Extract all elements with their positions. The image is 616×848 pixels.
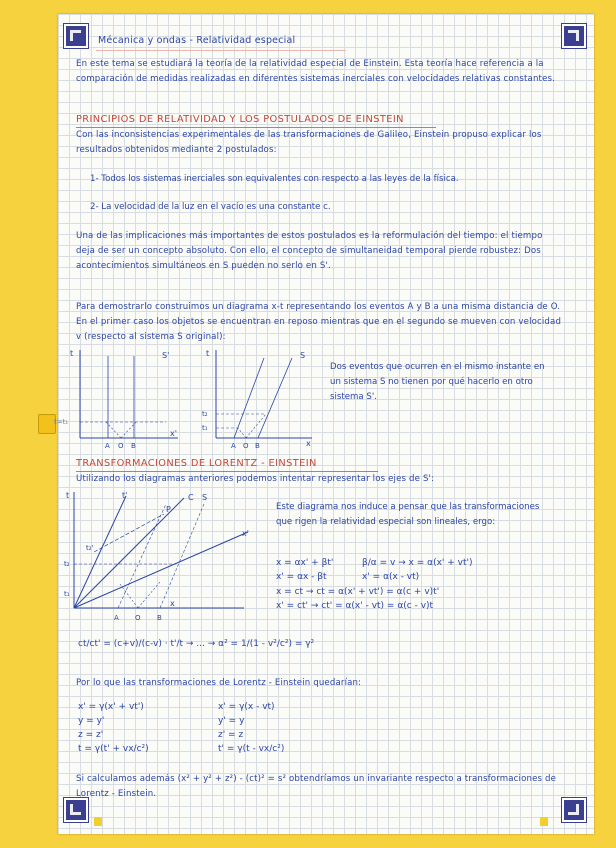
p-guide bbox=[94, 514, 164, 552]
origin-label: O bbox=[243, 442, 249, 450]
invariant-paragraph: Si calculamos además (x² + y² + z²) - (ct)² = s² obtendríamos un invariante respecto a transformaciones de Lorentz - Einstein. bbox=[76, 774, 557, 800]
point-b-label: B bbox=[131, 442, 136, 450]
corner-mark-icon bbox=[562, 798, 586, 822]
light-ray-left bbox=[120, 584, 138, 608]
origin-label: O bbox=[118, 442, 124, 450]
spacetime-diagram-rest bbox=[66, 344, 190, 454]
point-a-label: A bbox=[114, 614, 119, 622]
lorentz-right-2: y' = y bbox=[218, 716, 245, 726]
section2-text: Utilizando los diagramas anteriores podemos intentar representar los ejes de S': bbox=[76, 474, 435, 484]
section1-heading: PRINCIPIOS DE RELATIVIDAD Y LOS POSTULADOS DE EINSTEIN bbox=[76, 114, 404, 125]
page-title: Mécanica y ondas - Relatividad especial bbox=[98, 35, 296, 46]
section2-heading: TRANSFORMACIONES DE LORENTZ - EINSTEIN bbox=[76, 458, 317, 469]
lorentz-intro: Por lo que las transformaciones de Lorentz - Einstein quedarían: bbox=[76, 678, 362, 688]
spacetime-diagram-moving bbox=[196, 344, 326, 454]
section1-text: Con las inconsistencias experimentales de las transformaciones de Galileo, Einstein propuso explicar los resultados obtenidos mediante 2 postulados: bbox=[76, 130, 542, 156]
t2-prime-label: t₂' bbox=[86, 544, 94, 552]
margin-note: t=t₁ bbox=[54, 418, 69, 426]
gamma-derivation: ct/ct' = (c+v)/(c-v) · t'/t → ... → α² = 1/(1 - v²/c²) = γ² bbox=[78, 639, 315, 649]
t-label: t bbox=[70, 349, 74, 358]
equation-2-struck: x' = αx - βt bbox=[276, 572, 327, 582]
t2-label: t₂ bbox=[202, 410, 208, 418]
origin-label: O bbox=[135, 614, 141, 622]
t-label: t bbox=[206, 349, 210, 358]
c-label: C bbox=[188, 493, 194, 502]
equation-4: x' = ct' → ct' = α(x' - vt) = α(c - v)t bbox=[276, 601, 434, 611]
x-label: x bbox=[306, 439, 311, 448]
x-prime-label: x' bbox=[170, 429, 177, 438]
equation-1b: β/α = v → x = α(x' + vt') bbox=[362, 558, 473, 568]
t1-label: t₁ bbox=[64, 590, 70, 598]
t-prime-label: t' bbox=[122, 491, 128, 500]
lorentz-right-3: z' = z bbox=[218, 730, 244, 740]
s-label: S bbox=[202, 493, 208, 502]
page-tab bbox=[94, 817, 102, 826]
point-a-label: A bbox=[231, 442, 236, 450]
point-a-label: A bbox=[105, 442, 110, 450]
page-tab bbox=[540, 817, 548, 826]
lorentz-axes-diagram bbox=[64, 486, 270, 626]
s-label: S bbox=[300, 351, 306, 360]
p-label: P bbox=[166, 505, 171, 514]
light-cone-line bbox=[74, 498, 184, 608]
worldline-b bbox=[258, 358, 292, 438]
t2-label: t₂ bbox=[64, 560, 70, 568]
point-b-label: B bbox=[157, 614, 162, 622]
equation-2: x' = α(x - vt) bbox=[362, 572, 420, 582]
lorentz-left-3: z = z' bbox=[78, 730, 104, 740]
worldline-b bbox=[160, 504, 204, 608]
lorentz-left-1: x' = γ(x' + vt') bbox=[78, 702, 144, 712]
linearity-note: Este diagrama nos induce a pensar que las transformaciones que rigen la relatividad especial son lineales, ergo: bbox=[276, 502, 540, 527]
x-prime-label: x' bbox=[242, 529, 249, 538]
x-label: x bbox=[170, 599, 175, 608]
postulate-2: 2- La velocidad de la luz en el vacío es una constante c. bbox=[90, 202, 331, 212]
t1-label: t₁ bbox=[202, 424, 208, 432]
s-prime-label: S' bbox=[162, 351, 170, 360]
worldline-a bbox=[118, 504, 166, 608]
title-underline bbox=[96, 50, 346, 51]
x-prime-axis bbox=[74, 532, 248, 608]
corner-mark-icon bbox=[64, 24, 88, 48]
equation-1: x = αx' + βt' bbox=[276, 558, 334, 568]
consequences-paragraph: Una de las implicaciones más importantes de estos postulados es la reformulación del tiempo: el tiempo deja de ser un concepto absoluto. Con ello, el concepto de simultaneidad temporal pierde robustez: Dos acontecimientos simultáneos en S pueden no serlo en S'. bbox=[76, 231, 543, 272]
simultaneity-note: Dos eventos que ocurren en el mismo instante en un sistema S no tienen por qué hacerlo en otro sistema S'. bbox=[330, 362, 545, 402]
corner-mark-icon bbox=[562, 24, 586, 48]
t-prime-axis bbox=[74, 496, 126, 608]
lorentz-right-4: t' = γ(t - vx/c²) bbox=[218, 744, 285, 754]
point-b-label: B bbox=[255, 442, 260, 450]
equation-3: x = ct → ct = α(x' + vt') = α(c + v)t' bbox=[276, 587, 440, 597]
light-ray-left bbox=[238, 428, 246, 438]
lorentz-left-4: t = γ(t' + vx/c²) bbox=[78, 744, 149, 754]
light-ray-right bbox=[138, 582, 160, 608]
worldline-a bbox=[234, 358, 264, 438]
intro-paragraph: En este tema se estudiará la teoría de la relatividad especial de Einstein. Esta teoría hace referencia a la comparación de medidas realizadas en diferentes sistemas inerciales con velocidades relativas constantes. bbox=[76, 59, 556, 85]
t-label: t bbox=[66, 491, 70, 500]
diagram-intro-paragraph: Para demostrarlo construimos un diagrama x-t representando los eventos A y B a una misma distancia de O. En el primer caso los objetos se encuentran en reposo mientras que en el segundo se mueven con velocidad v (respecto al sistema S original): bbox=[76, 302, 562, 343]
lorentz-right-1: x' = γ(x - vt) bbox=[218, 702, 275, 712]
lorentz-left-2: y = y' bbox=[78, 716, 105, 726]
postulate-1: 1- Todos los sistemas inerciales son equivalentes con respecto a las leyes de la física. bbox=[90, 174, 459, 184]
